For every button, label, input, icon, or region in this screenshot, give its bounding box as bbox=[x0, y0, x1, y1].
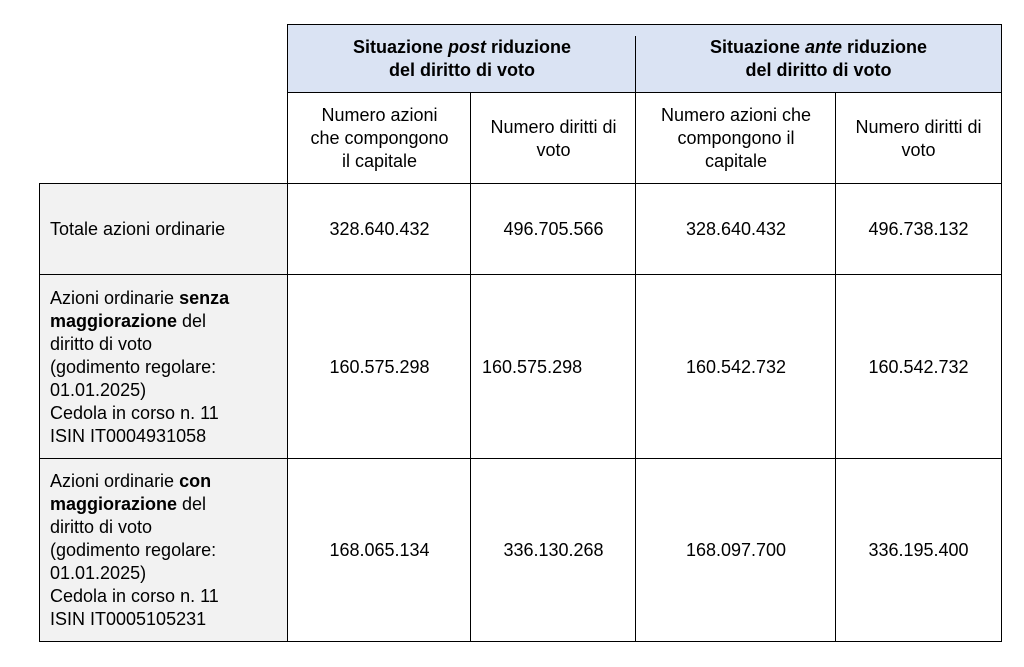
grid-line bbox=[635, 36, 636, 642]
grid-line bbox=[835, 92, 836, 642]
subheader-post-votes: Numero diritti di voto bbox=[471, 93, 636, 184]
grid-line bbox=[287, 92, 1002, 93]
header-post-line1: Situazione post riduzione bbox=[352, 37, 571, 57]
table-cell: 160.575.298 bbox=[288, 275, 471, 459]
header-post-reduction bbox=[288, 25, 636, 93]
header-ante-line2: del diritto di voto bbox=[745, 60, 892, 80]
grid-line bbox=[39, 274, 1002, 275]
table-cell: 496.738.132 bbox=[836, 184, 1001, 275]
subheader-post-shares: Numero azioni che compongono il capitale bbox=[288, 93, 471, 184]
grid-line bbox=[287, 24, 288, 642]
row-label-senza-maggiorazione: Azioni ordinarie senza maggiorazione del diritto di voto (godimento regolare: 01.01.2025) Cedola in corso n. 11 ISIN IT0004931058 bbox=[40, 275, 288, 459]
table-cell: 168.065.134 bbox=[288, 459, 471, 642]
grid-line bbox=[39, 458, 1002, 459]
header-ante-reduction bbox=[636, 25, 1001, 93]
header-post-line2: del diritto di voto bbox=[389, 60, 535, 80]
header-ante-line1: Situazione ante riduzione bbox=[709, 37, 928, 57]
grid-line bbox=[39, 183, 40, 642]
subheader-ante-votes: Numero diritti di voto bbox=[836, 93, 1001, 184]
grid-line bbox=[39, 183, 1002, 184]
table-cell: 168.097.700 bbox=[636, 459, 836, 642]
row-label-totale: Totale azioni ordinarie bbox=[40, 184, 288, 275]
table-cell: 336.130.268 bbox=[471, 459, 636, 642]
grid-line bbox=[39, 641, 1002, 642]
table-cell: 160.542.732 bbox=[836, 275, 1001, 459]
table-cell: 336.195.400 bbox=[836, 459, 1001, 642]
table-cell: 160.542.732 bbox=[636, 275, 836, 459]
table-cell: 328.640.432 bbox=[288, 184, 471, 275]
row-label-con-maggiorazione: Azioni ordinarie con maggiorazione del diritto di voto (godimento regolare: 01.01.2025) Cedola in corso n. 11 ISIN IT0005105231 bbox=[40, 459, 288, 642]
grid-line bbox=[287, 24, 1002, 25]
grid-line bbox=[1001, 24, 1002, 642]
table-cell: 328.640.432 bbox=[636, 184, 836, 275]
grid-line bbox=[470, 92, 471, 642]
subheader-ante-shares: Numero azioni che compongono il capitale bbox=[636, 93, 836, 184]
table-cell: 496.705.566 bbox=[471, 184, 636, 275]
table-cell: 160.575.298 bbox=[471, 275, 636, 459]
